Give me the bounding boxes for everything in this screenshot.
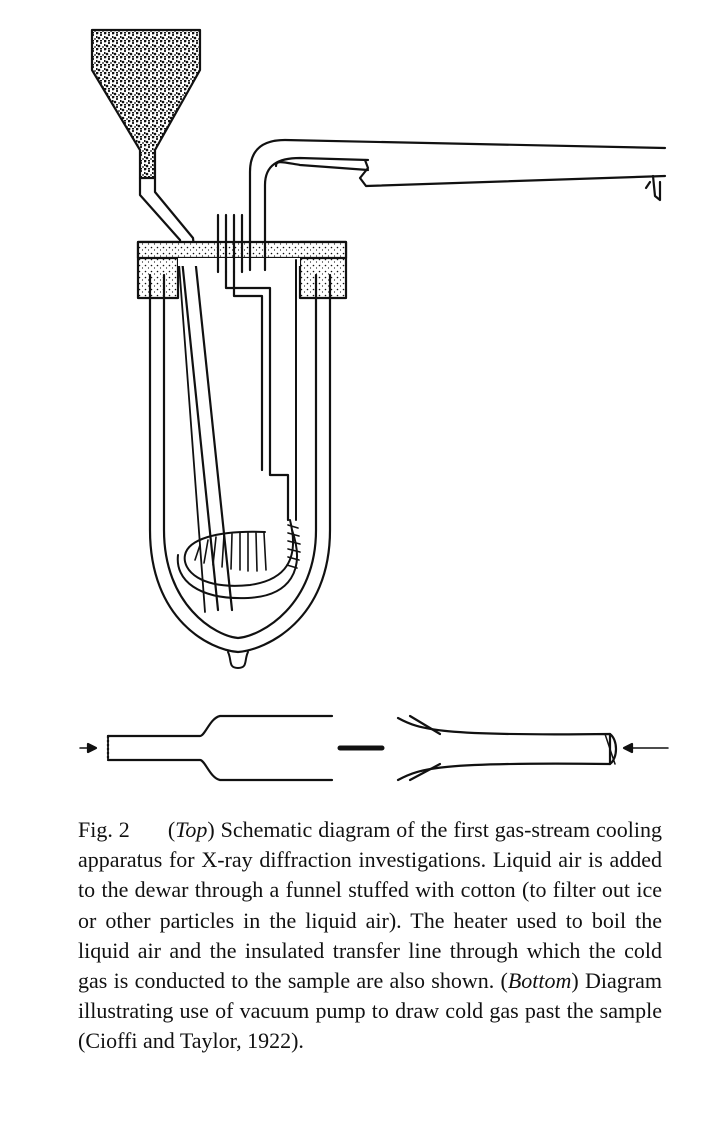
dewar-flask bbox=[150, 275, 330, 668]
top-description: Schematic diagram of the first gas-stream cooling apparatus for X-ray diffraction investigations. Liquid air is added to the dewar through a funnel stuffed with cotton (to filter out ice or other particles in the liquid air). The heater used to boil the liquid air and the insulated transfer line through which the cold gas is conducted to the sample are also shown. bbox=[78, 817, 662, 994]
vacuum-pump-diagram bbox=[80, 716, 668, 780]
dewar-outer-wall bbox=[150, 275, 330, 652]
figure-caption: Fig. 2 (Top) Schematic diagram of the first gas-stream cooling apparatus for X-ray diffraction investigations. Liquid air is added to the dewar through a funnel stuffed with cotton (to filter out ice or other particles in the liquid air). The heater used to boil the liquid air and the insulated transfer line through which the cold gas is conducted to the sample are also shown. (Bottom) Diagram illustrating use of vacuum pump to draw cold gas past the sample (Cioffi and Taylor, 1922). bbox=[78, 817, 663, 1054]
bottom-description: Diagram illustrating use of vacuum pump to draw cold gas past the sample (Cioffi and Taylor, 1922). bbox=[78, 968, 663, 1054]
funnel-with-cotton bbox=[92, 30, 200, 178]
heater-coil bbox=[178, 520, 300, 598]
right-arrow-head bbox=[624, 744, 632, 752]
funnel-outline bbox=[92, 30, 200, 178]
dewar-inner-wall bbox=[164, 275, 316, 638]
left-arrow-head bbox=[88, 744, 96, 752]
top-tag: Top bbox=[175, 817, 208, 842]
left-tube bbox=[108, 716, 332, 736]
figure-label: Fig. 2 bbox=[78, 817, 130, 842]
bottom-tag: Bottom bbox=[507, 968, 572, 994]
dewar-tip bbox=[228, 652, 248, 668]
